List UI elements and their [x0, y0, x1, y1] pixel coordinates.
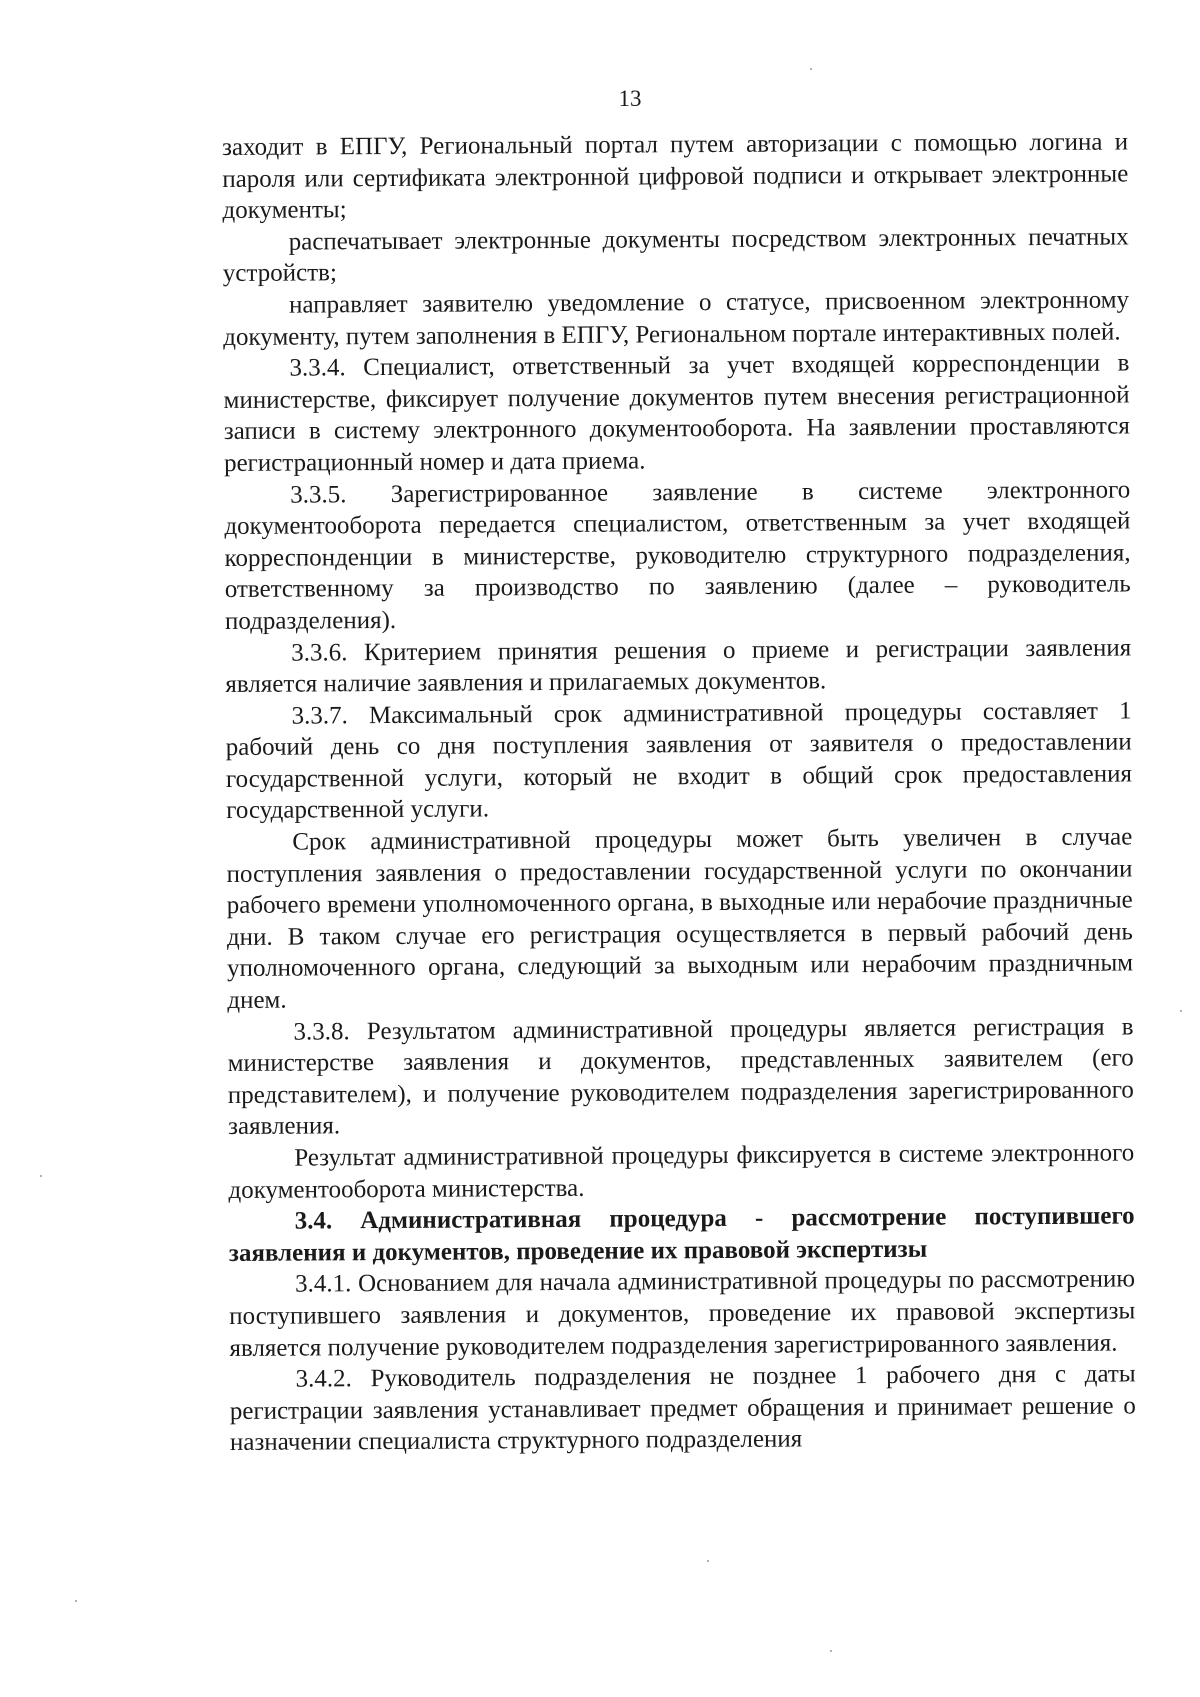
page-number: 13 [618, 86, 642, 111]
scan-speck [1180, 1010, 1182, 1012]
paragraph-3-3-4: 3.3.4. Специалист, ответственный за учет входящей корреспонденции в министерстве, фиксирует получение документов путем внесения регистрационной записи в систему электронного документооборота. На заявлении проставляются регистрационный номер и дата приема. [223, 349, 1130, 477]
section-heading-3-4: 3.4. Административная процедура - рассмотрение поступившего заявления и документов, проведение их правовой экспертизы [228, 1202, 1135, 1267]
scan-speck [40, 1175, 42, 1177]
paragraph-3-3-7: 3.3.7. Максимальный срок административной процедуры составляет 1 рабочий день со дня поступления заявления от заявителя о предоставлении государственной услуги, который не входит в общий срок предоставления государственной услуги. [225, 697, 1133, 825]
scan-speck [707, 1560, 709, 1562]
scan-speck [810, 68, 812, 70]
paragraph-3-3-5: 3.3.5. Зарегистрированное заявление в системе электронного документооборота передается специалистом, ответственным за учет входящей корреспонденции в министерстве, руководителю структурного подразделения, ответственному за производство по заявлению (далее – руководитель подразделения). [224, 475, 1131, 635]
paragraph: направляет заявителю уведомление о статусе, присвоенном электронному документу, путем заполнения в ЕПГУ, Региональном портале интерактивных полей. [223, 286, 1130, 351]
paragraph: распечатывает электронные документы посредством электронных печатных устройств; [222, 223, 1129, 288]
scan-speck [75, 1600, 77, 1602]
paragraph-3-3-6: 3.3.6. Критерием принятия решения о приеме и регистрации заявления является наличие заявления и прилагаемых документов. [225, 633, 1132, 699]
document-body [222, 126, 1136, 1458]
paragraph-3-3-8: 3.3.8. Результатом административной процедуры является регистрация в министерстве заявления и документов, представленных заявителем (его представителем), и получение руководителем подразделения зарегистрированного заявления. [227, 1013, 1134, 1141]
paragraph: Результат административной процедуры фиксируется в системе электронного документооборота министерства. [228, 1139, 1135, 1204]
paragraph-3-4-2: 3.4.2. Руководитель подразделения не позднее 1 рабочего дня с даты регистрации заявления устанавливает предмет обращения и принимает решение о назначении специалиста структурного подразделения [229, 1360, 1136, 1457]
paragraph-continuation: заходит в ЕПГУ, Региональный портал путем авторизации с помощью логина и пароля или сертификата электронной цифровой подписи и открывает электронные документы; [222, 128, 1129, 225]
paragraph-3-4-1: 3.4.1. Основанием для начала административной процедуры по рассмотрению поступившего заявления и документов, проведение их правовой экспертизы является получение руководителем подразделения зарегистрированного заявления. [229, 1265, 1136, 1362]
scan-speck [830, 1650, 832, 1652]
paragraph: Срок административной процедуры может быть увеличен в случае поступления заявления о предоставлении государственной услуги по окончании рабочего времени уполномоченного органа, в выходные или нерабочие праздничные дни. В таком случае его регистрация осуществляется в первый рабочий день уполномоченного органа, следующий за выходным или нерабочим праздничным днем. [226, 823, 1134, 1015]
